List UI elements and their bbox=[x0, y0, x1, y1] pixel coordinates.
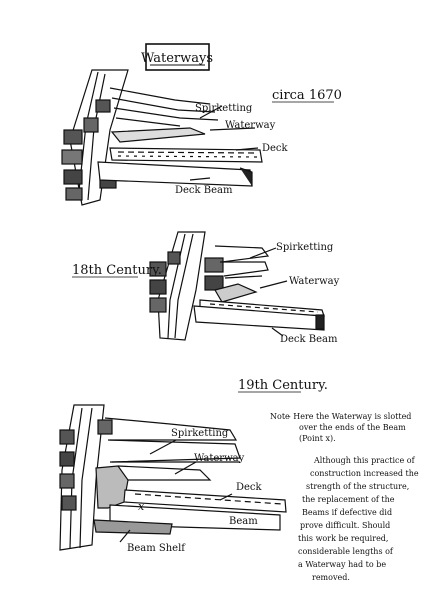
panel-1-label-spirketting: Spirketting bbox=[195, 103, 253, 114]
note-line-1: - Here the Waterway is slotted bbox=[288, 412, 412, 421]
panel-2-date: 18th Century. bbox=[72, 263, 162, 278]
paragraph-line: Beams if defective did bbox=[302, 508, 393, 517]
panel-2-label-spirketting: Spirketting bbox=[276, 242, 334, 253]
note-heading: Note bbox=[270, 412, 290, 421]
panel-3-label-beam: Beam bbox=[229, 516, 258, 527]
paragraph-line: a Waterway had to be bbox=[298, 560, 387, 569]
panel-1-label-waterway: Waterway bbox=[225, 120, 276, 131]
paragraph-line: the replacement of the bbox=[302, 495, 395, 504]
paragraph-line: prove difficult. Should bbox=[300, 521, 391, 530]
panel-1-label-deck: Deck bbox=[262, 143, 288, 154]
explanation-paragraph bbox=[298, 456, 419, 582]
note-line-3: (Point x). bbox=[299, 434, 336, 443]
panel-3-label-waterway: Waterway bbox=[194, 453, 245, 464]
panel-3-date: 19th Century. bbox=[238, 378, 328, 393]
note-line-2: over the ends of the Beam bbox=[299, 423, 406, 432]
title-text: Waterways bbox=[140, 51, 214, 66]
panel-3-label-spirketting: Spirketting bbox=[171, 428, 229, 439]
title-box bbox=[141, 44, 213, 70]
panel-2-label-waterway: Waterway bbox=[289, 276, 340, 287]
note-block bbox=[270, 412, 411, 443]
panel-3-label-point-x: x bbox=[138, 500, 145, 513]
panel-1-date: circa 1670 bbox=[272, 88, 342, 103]
paragraph-line: construction increased the bbox=[310, 469, 419, 478]
paragraph-line: this work be required, bbox=[298, 534, 389, 543]
panel-3-label-beam-shelf: Beam Shelf bbox=[127, 543, 185, 554]
paragraph-line: removed. bbox=[312, 573, 350, 582]
paragraph-line: considerable lengths of bbox=[298, 547, 393, 556]
panel-3-label-deck: Deck bbox=[236, 482, 262, 493]
paragraph-line: strength of the structure, bbox=[306, 482, 410, 491]
panel-1-label-deck-beam: Deck Beam bbox=[175, 185, 233, 196]
paragraph-line: Although this practice of bbox=[314, 456, 415, 465]
panel-2-label-deck-beam: Deck Beam bbox=[280, 334, 338, 345]
panel-3-drawing bbox=[60, 405, 286, 550]
